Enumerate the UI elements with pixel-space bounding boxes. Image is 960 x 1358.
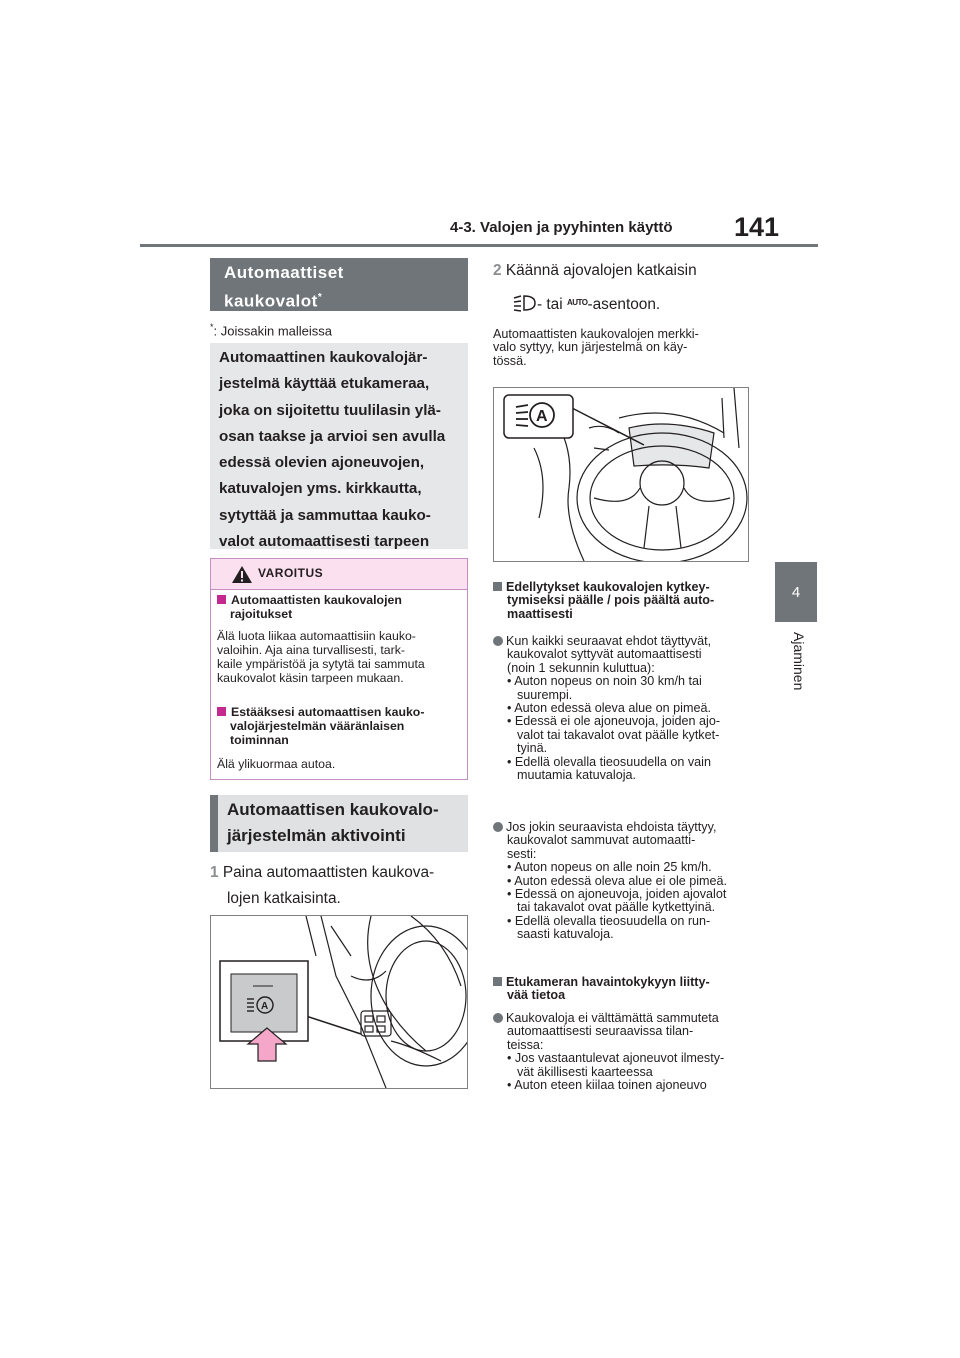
chapter-tab [775, 562, 817, 622]
conditions-on: Kun kaikki seuraavat ehdot täyttyvät, kaukovalot syttyvät automaattisesti (noin 1 sekunnin kuluttua): • Auton nopeus on noin 30 km/h tai suurempi. • Auton edessä oleva alue on pimeä. • Edessä ei ole ajoneuvoja, joiden ajo- valot tai takavalot ovat päälle kytket- tyinä. • Edellä olevalla tieosuudella on vain muutamia katuvaloja. [493, 635, 720, 782]
bullet-square-icon [217, 595, 226, 604]
heading-line: Automaattisen kaukovalo- [227, 800, 439, 819]
intro-line: sytyttää ja sammuttaa kauko- [219, 506, 431, 524]
svg-text:A: A [536, 408, 548, 425]
intro-line: jestelmä käyttää etukameraa, [219, 375, 430, 393]
switch-illustration [210, 915, 468, 1089]
warning-subheading: Estääksesi automaattisen kauko- valojärjestelmän vääränlaisen toiminnan [217, 705, 424, 747]
indicator-note: Automaattisten kaukovalojen merkki- valo syttyy, kun järjestelmä on käy- tössä. [493, 327, 699, 368]
dashboard-switch-drawing [211, 916, 467, 1088]
intro-line: joka on sijoitettu tuulilasin ylä- [219, 401, 441, 419]
camera-info: Kaukovaloja ei välttämättä sammuteta automaattisesti seuraavissa tilan- teissa: • Jos vastaantulevat ajoneuvot ilmesty- vät äkillisesti kaarteessa • Auton eteen kiilaa toinen ajoneuvo [493, 1012, 724, 1092]
steering-wheel-drawing [494, 388, 748, 561]
heading-automatic-high-beam [210, 258, 468, 311]
intro-line: osan taakse ja arvioi sen avulla [219, 427, 446, 445]
headlight-icon [513, 294, 537, 312]
bullet-square-icon [217, 707, 226, 716]
conditions-off: Jos jokin seuraavista ehdoista täyttyy, kaukovalot sammuvat automaatti- sesti: • Auton nopeus on alle noin 25 km/h. • Auton edessä oleva alue ei ole pimeä. • Edessä on ajoneuvoja, joiden ajovalot tai takavalot ovat päälle kytkettyinä. • Edellä olevalla tieosuudella on run- saasti katuvaloja. [493, 821, 727, 942]
warning-label: VAROITUS [258, 566, 324, 580]
conditions-heading: Edellytykset kaukovalojen kytkey- tymiseksi päälle / pois päältä auto- maattisesti [493, 581, 714, 621]
warning-triangle-icon [231, 565, 253, 584]
chapter-name: Ajaminen [791, 632, 807, 691]
heading-line: kaukovalot* [224, 291, 323, 311]
step-number: 1 [210, 864, 219, 881]
bullet-circle-icon [493, 822, 503, 832]
bullet-circle-icon [493, 636, 503, 646]
intro-line: valot automaattisesti tarpeen [219, 533, 430, 551]
svg-text:A: A [261, 1001, 269, 1012]
step-1: 1 Paina automaattisten kaukova- lojen katkaisinta. [210, 864, 435, 907]
warning-text: Älä luota liikaa automaattisiin kauko- valoihin. Aja aina turvallisesti, tark- kaile ympäristöä ja sytytä tai sammuta kaukovalot käsin tarpeen mukaan. [217, 629, 425, 685]
bullet-square-icon [493, 977, 502, 986]
footnote: *: Joissakin malleissa [210, 322, 333, 339]
warning-header [211, 559, 467, 590]
step-2: 2 Käännä ajovalojen katkaisin - tai $^{AUTO}$-asentoon. [493, 262, 697, 313]
intro-line: katuvalojen yms. kirkkautta, [219, 480, 422, 498]
camera-heading: Etukameran havaintokykyyn liitty- vää tietoa [493, 976, 710, 1003]
chapter-number: 4 [791, 583, 801, 601]
indicator-illustration [493, 387, 749, 562]
heading-activation [210, 795, 468, 852]
header-rule [140, 244, 818, 247]
bullet-square-icon [493, 582, 502, 591]
intro-line: Automaattinen kaukovalojär- [219, 349, 428, 366]
heading-line: järjestelmän aktivointi [227, 826, 406, 845]
warning-subheading: Automaattisten kaukovalojen rajoitukset [217, 593, 402, 621]
bullet-circle-icon [493, 1013, 503, 1023]
warning-text: Älä ylikuormaa autoa. [217, 757, 336, 771]
section-title: 4-3. Valojen ja pyyhinten käyttö [450, 219, 673, 236]
page-number: 141 [734, 212, 780, 242]
step-number: 2 [493, 262, 502, 279]
warning-box [210, 558, 468, 780]
heading-line: Automaattiset [224, 263, 344, 282]
intro-box [210, 343, 468, 549]
footnote-marker: * [317, 292, 323, 303]
intro-line: edessä olevien ajoneuvojen, [219, 454, 425, 472]
auto-symbol: AUTO [566, 298, 588, 307]
